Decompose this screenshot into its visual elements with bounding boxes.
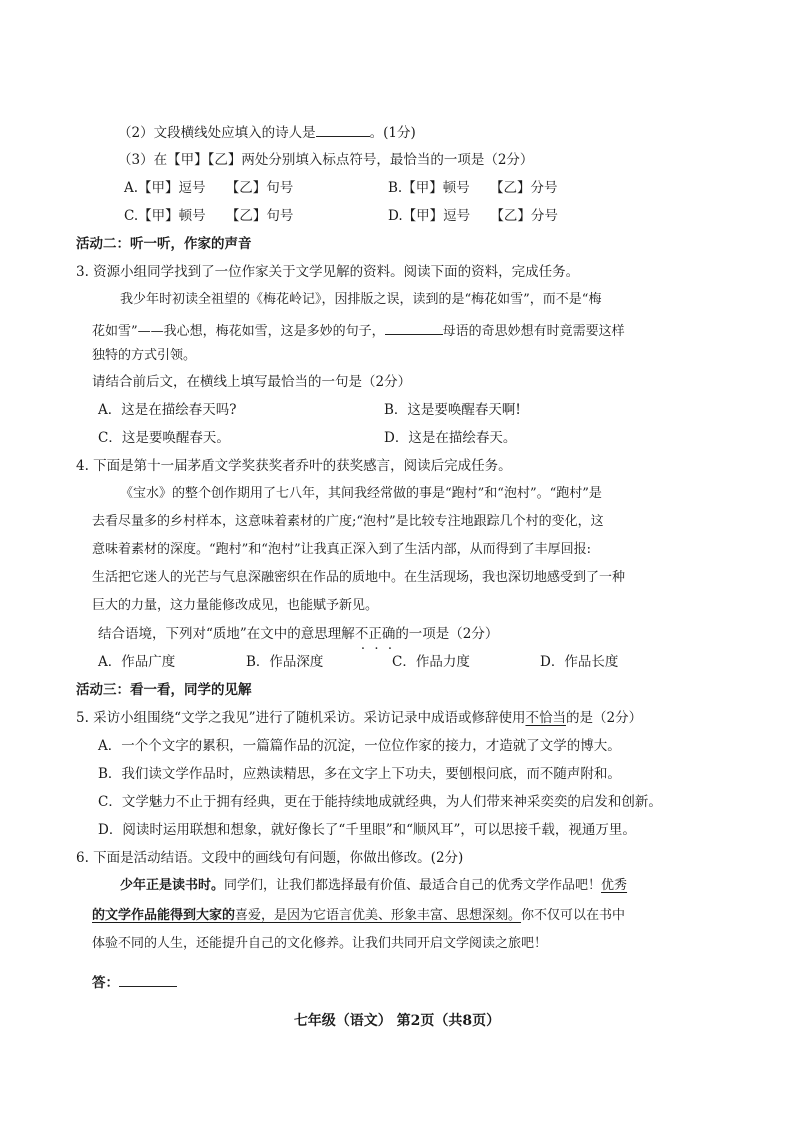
activity2-heading: 活动二：听一听，作家的声音 [76,236,252,252]
q3-option-b[interactable]: B．这是要唤醒春天啊! [384,402,521,418]
q3-passage-line1: 我少年时初读全祖望的《梅花岭记》，因排版之误，读到的是“梅花如雪”，而不是“梅 [120,292,602,307]
q3-passage-line2-pre: 花如雪”——我心想，梅花如雪，这是多妙的句子， [92,324,385,339]
q4-option-c[interactable]: C．作品力度 [392,654,470,670]
q4-passage-line1: 《宝水》的整个创作期用了七八年，其间我经常做的事是“跑村”和“泡村”。“跑村”是 [120,486,602,501]
q5-stem-emphasis: 不恰当 [525,710,566,726]
q3-question: 请结合前后文，在横线上填写最恰当的一句是（2分） [92,374,412,390]
q5-stem-pre: 5. 采访小组围绕“文学之我见”进行了随机采访。采访记录中成语或修辞使用 [76,710,526,726]
q5-option-c[interactable]: C．文学魅力不止于拥有经典，更在于能持续地成就经典，为人们带来神采奕奕的启发和创新。 [98,794,662,810]
page-footer: 七年级（语文） 第2页（共8页） [293,1013,501,1029]
q4-passage-line3: 意味着素材的深度。“跑村”和“泡村”让我真正深入到了生活内部，从而得到了丰厚回报: [92,542,591,557]
q3-passage-line2 [92,320,625,342]
q1-sub3-stem: （3）在【甲】【乙】两处分别填入标点符号，最恰当的一项是（2分） [118,152,534,168]
q1-sub2-score: 。(1分) [369,125,416,141]
q5-stem-post: 的是（2分） [565,710,643,726]
q6-underlined-sentence: 喜爱，是因为它语言优美、形象丰富、思想深刻。 [235,908,522,923]
q4-question-pre: 结合语境，下列对“质地”在文中的意思理解 [98,626,355,642]
q4-option-d[interactable]: D．作品长度 [540,654,619,670]
q6-passage-line1 [120,876,627,896]
q6-passage-line2 [92,906,625,926]
q6-answer-blank[interactable] [119,972,177,987]
q6-passage-line3: 体验不同的人生，还能提升自己的文化修养。让我们共同开启文学阅读之旅吧！ [92,936,548,951]
q1-sub3-option-b[interactable]: B.【甲】顿号 【乙】分号 [388,180,558,196]
q6-answer-label: 答： [92,975,119,991]
q4-option-b[interactable]: B．作品深度 [246,654,324,670]
q6-underlined-sentence: 优秀 [601,878,628,893]
q5-option-d[interactable]: D．阅读时运用联想和想象，就好像长了“千里眼”和“顺风耳”，可以思接千载，视通万里。 [98,822,636,838]
q3-option-a[interactable]: A．这是在描绘春天吗? [98,402,237,418]
activity3-heading: 活动三：看一看，同学的见解 [76,682,252,698]
q4-passage-line2: 去看尽量多的乡村样本，这意味着素材的广度;“泡村”是比较专注地跟踪几个村的变化，这 [92,514,604,529]
q6-passage-text: 你不仅可以在书中 [521,908,626,923]
q1-sub3-option-c[interactable]: C.【甲】顿号 【乙】句号 [124,208,294,224]
q5-stem [76,708,642,728]
q4-passage-line5: 巨大的力量，这力量能修改成见，也能赋予新见。 [92,598,379,613]
q6-passage-bold: 少年正是读书时。 [120,878,225,893]
q3-option-d[interactable]: D．这是在描绘春天。 [384,430,517,446]
q3-passage-line3: 独特的方式引领。 [92,348,197,363]
q5-option-a[interactable]: A．一个个文字的累积，一篇篇作品的沉淀，一位位作家的接力，才造就了文学的博大。 [98,738,621,754]
q6-passage-text: 同学们，让我们都选择最有价值、最适合自己的优秀文学作品吧！ [224,878,602,893]
q4-question-post: 的一项是（2分） [395,626,499,642]
q4-emphasis-char: 正 [368,626,382,642]
q6-answer [92,972,177,993]
q3-stem: 3. 资源小组同学找到了一位作家关于文学见解的资料。阅读下面的资料，完成任务。 [76,264,580,280]
q5-option-b[interactable]: B．我们读文学作品时，应熟读精思，多在文字上下功夫，要刨根问底，而不随声附和。 [98,766,621,782]
q6-stem: 6. 下面是活动结语。文段中的画线句有问题，你做出修改。(2分) [76,850,464,866]
q4-emphasis-char: 不 [354,626,369,642]
q4-emphasis-char: 确 [381,626,396,642]
q3-passage-line2-post: 母语的奇思妙想有时竟需要这样 [442,324,625,339]
q6-underlined-sentence: 的文学作品能得到大家的 [92,908,236,923]
q1-sub2-answer-blank[interactable] [316,122,370,137]
q4-question [98,624,498,644]
q3-option-c[interactable]: C．这是要唤醒春天。 [98,430,230,446]
q1-sub2 [118,122,416,143]
q1-sub3-option-d[interactable]: D.【甲】逗号 【乙】分号 [388,208,558,224]
q1-sub2-text: （2）文段横线处应填入的诗人是 [118,125,316,141]
q4-option-a[interactable]: A．作品广度 [98,654,176,670]
q3-answer-blank[interactable] [385,320,443,335]
q4-passage-line4: 生活把它迷人的光芒与气息深融密织在作品的质地中。在生活现场，我也深切地感受到了一种 [92,570,626,585]
q4-stem: 4. 下面是第十一届茅盾文学奖获奖者乔叶的获奖感言，阅读后完成任务。 [76,458,512,474]
q1-sub3-option-a[interactable]: A.【甲】逗号 【乙】句号 [124,180,294,196]
